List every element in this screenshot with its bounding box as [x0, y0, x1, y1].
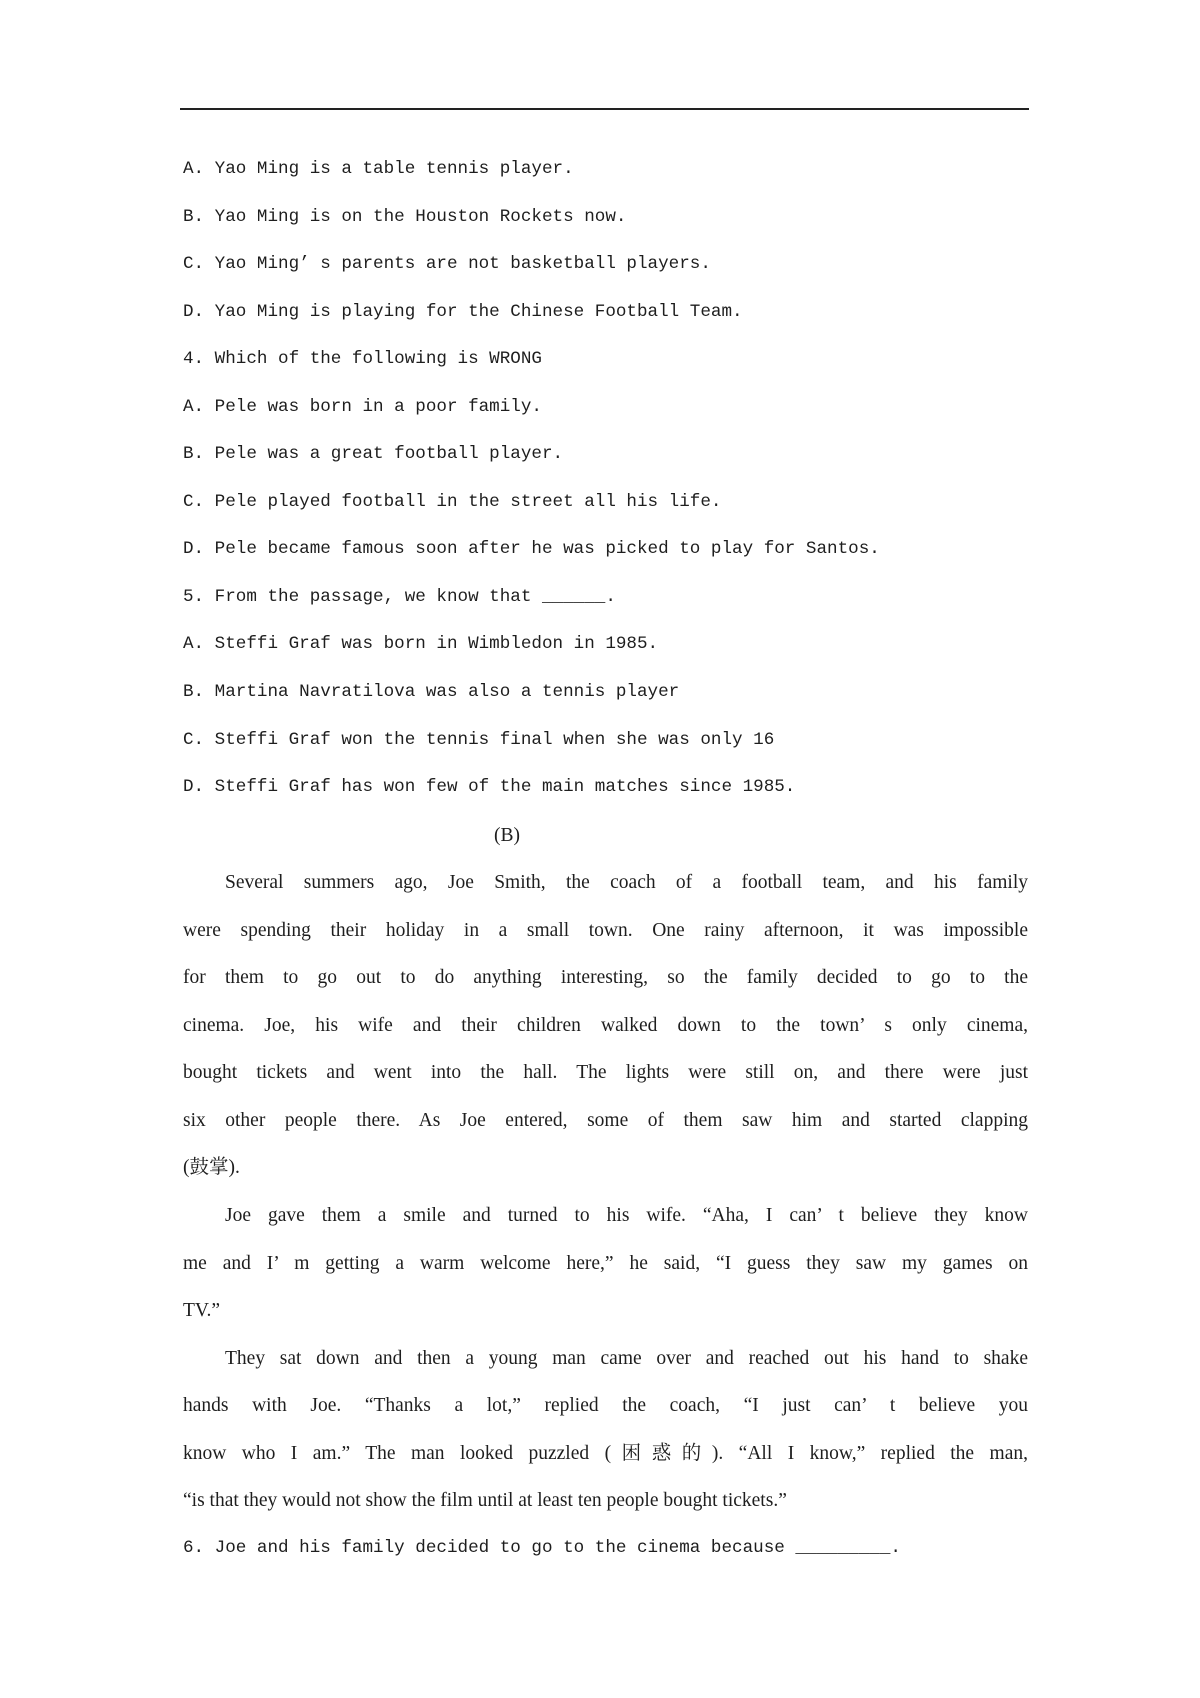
- passage-paragraph: [183, 1192, 1028, 1335]
- passage-line: were spending their holiday in a small town. One rainy afternoon, it was impossible: [183, 919, 1028, 941]
- question-3-options: [183, 146, 1028, 336]
- passage-line: me and I’ m getting a warm welcome here,” he said, “I guess they saw my games on: [183, 1252, 1028, 1274]
- question-5: [183, 574, 1028, 812]
- header-rule: [180, 108, 1029, 110]
- option-c: C. Pele played football in the street all his life.: [183, 491, 722, 512]
- option-c: C. Steffi Graf won the tennis final when she was only 16: [183, 729, 775, 750]
- option-a: A. Pele was born in a poor family.: [183, 396, 542, 417]
- option-b: B. Yao Ming is on the Houston Rockets now.: [183, 206, 627, 227]
- question-6-stem: 6. Joe and his family decided to go to the cinema because _________.: [183, 1537, 901, 1558]
- option-d: D. Steffi Graf has won few of the main matches since 1985.: [183, 777, 796, 798]
- passage-paragraph: [183, 859, 1028, 1192]
- passage-line: They sat down and then a young man came over and reached out his hand to shake: [225, 1347, 1028, 1369]
- passage-line: bought tickets and went into the hall. The lights were still on, and there were just: [183, 1062, 1028, 1084]
- passage-line: (鼓掌).: [183, 1157, 240, 1179]
- option-a: A. Steffi Graf was born in Wimbledon in 1985.: [183, 634, 659, 655]
- option-d: D. Pele became famous soon after he was picked to play for Santos.: [183, 539, 880, 560]
- passage-line: hands with Joe. “Thanks a lot,” replied the coach, “I just can’ t believe you: [183, 1395, 1028, 1417]
- passage-line: for them to go out to do anything interesting, so the family decided to go to the: [183, 967, 1028, 989]
- passage-line: “is that they would not show the film until at least ten people bought tickets.”: [183, 1490, 787, 1512]
- passage-line: Joe gave them a smile and turned to his wife. “Aha, I can’ t believe they know: [225, 1205, 1028, 1227]
- document-body: [183, 146, 1028, 1572]
- passage-line: Several summers ago, Joe Smith, the coach of a football team, and his family: [225, 872, 1028, 894]
- passage-line: six other people there. As Joe entered, some of them saw him and started clapping: [183, 1109, 1028, 1131]
- option-a: A. Yao Ming is a table tennis player.: [183, 159, 574, 179]
- passage-line: cinema. Joe, his wife and their children walked down to the town’ s only cinema,: [183, 1014, 1028, 1036]
- passage-line: TV.”: [183, 1300, 221, 1322]
- option-c: C. Yao Ming’ s parents are not basketball players.: [183, 254, 711, 275]
- passage: [183, 859, 1028, 1525]
- question-stem: 5. From the passage, we know that ______.: [183, 586, 616, 607]
- passage-line: know who I am.” The man looked puzzled (困惑的). “All I know,” replied the man,: [183, 1442, 1028, 1464]
- option-b: B. Martina Navratilova was also a tennis player: [183, 682, 680, 703]
- option-d: D. Yao Ming is playing for the Chinese Football Team.: [183, 301, 743, 322]
- question-4: [183, 336, 1028, 574]
- option-b: B. Pele was a great football player.: [183, 444, 564, 465]
- passage-paragraph: [183, 1335, 1028, 1525]
- question-stem: 4. Which of the following is WRONG: [183, 349, 542, 370]
- section-heading: (B): [494, 824, 520, 846]
